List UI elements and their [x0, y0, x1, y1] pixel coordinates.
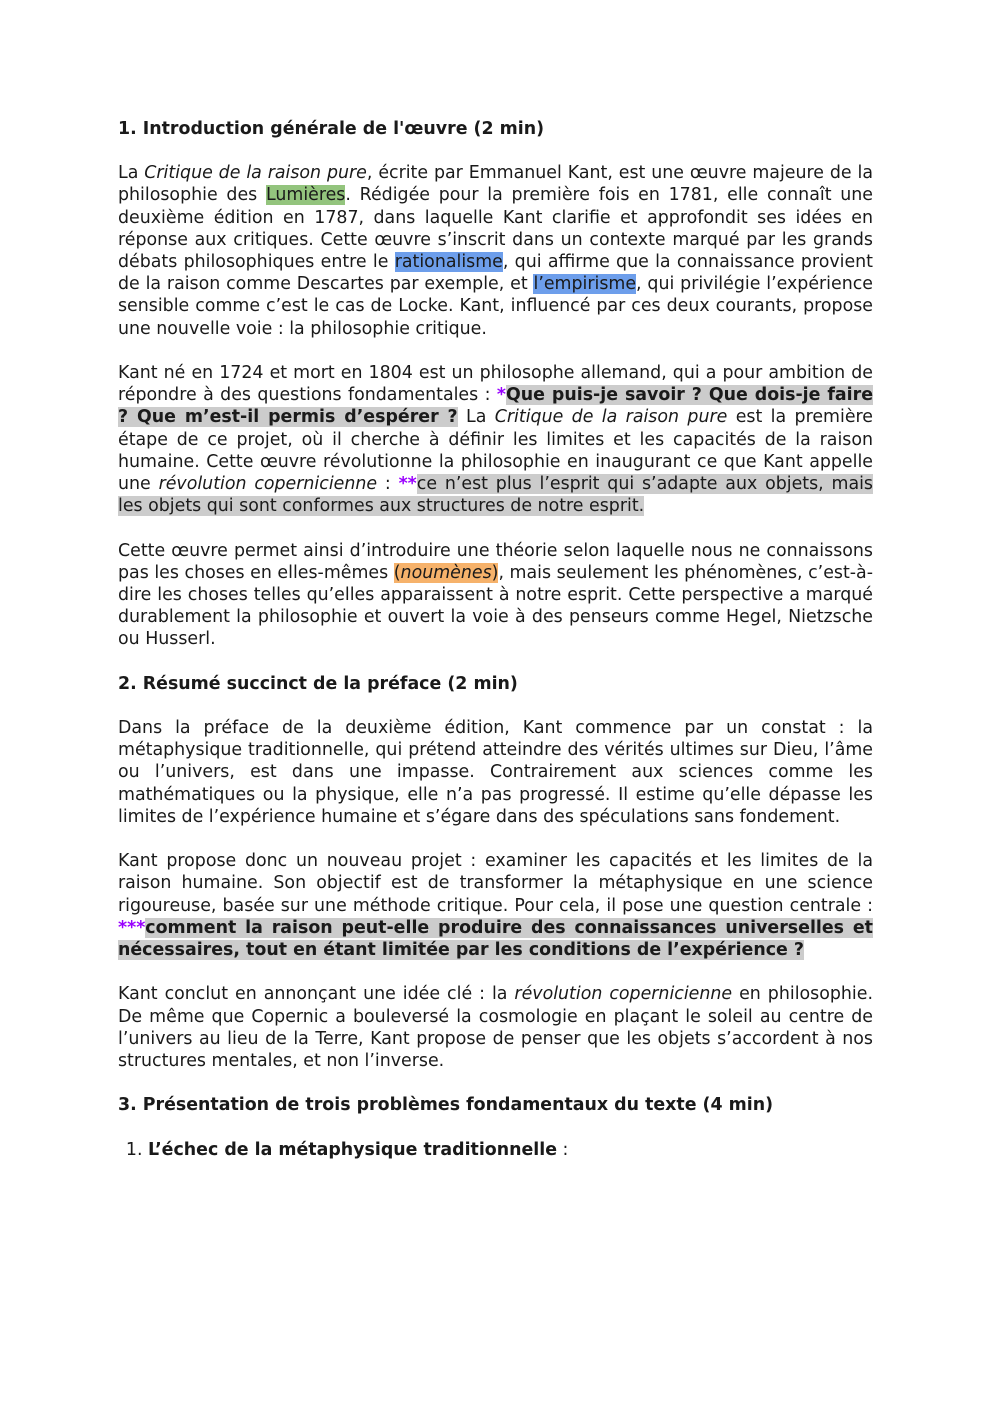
highlight-noumenes [394, 563, 499, 583]
book-title: Critique de la raison pure [144, 163, 367, 184]
list-item [148, 1139, 873, 1161]
text-run: en philosophie. De même que Copernic a bouleversé la cosmologie en plaçant le soleil au centre de l’univers au lieu de la Terre, Kant propose de penser que les objets s’accordent à nos structures mentales, et non l’inverse. [118, 984, 873, 1072]
text-run: est la première étape de ce projet, où il cherche à définir les limites et les capacités de la raison humaine. Cette œuvre révolutionne la philosophie en inaugurant ce que Kant appelle une [118, 407, 873, 495]
revolution-copernicienne: révolution copernicienne [514, 984, 733, 1005]
text-run: Kant propose donc un nouveau projet : examiner les capacités et les limites de la raison humaine. Son objectif est de transformer la métaphysique en une science rigoureuse, basée sur une méthode critique. Pour cela, il pose une question centrale : [118, 851, 873, 916]
problems-list [118, 1139, 873, 1161]
section-2-paragraph-2 [118, 850, 873, 961]
text-run: . Rédigée pour la première fois en 1781, elle connaît une deuxième édition en 1787, dans laquelle Kant clarifie et approfondit ses idées en réponse aux critiques. Cette œuvre s’inscrit dans un contexte marqué par les grands débats philosophiques entre le [118, 185, 874, 273]
text-run: Kant né en 1724 et mort en 1804 est un philosophe allemand, qui a pour ambition de répondre à des questions fondamentales : [118, 363, 873, 406]
text-run: , qui affirme que la connaissance provient de la raison comme Descartes par exemple, et [118, 252, 873, 295]
book-title: Critique de la raison pure [494, 407, 728, 428]
text-run: Cette œuvre permet ainsi d’introduire une théorie selon laquelle nous ne connaissons pas les choses en elles-mêmes [118, 540, 873, 583]
highlight-rationalisme: rationalisme [394, 252, 503, 273]
section-1-paragraph-3 [118, 540, 873, 651]
section-2-heading: 2. Résumé succinct de la préface (2 min) [118, 673, 518, 694]
paren-open: ( [393, 562, 401, 583]
text-run: , mais seulement les phénomènes, c’est-à-dire les choses telles qu’elles apparaissent à notre esprit. Cette perspective a marqué durablement la philosophie et ouvert la voie à des penseurs comme Hegel, Nietzsche ou Husserl. [118, 562, 873, 650]
text-run: : [377, 474, 399, 495]
section-2-paragraph-1: Dans la préface de la deuxième édition, Kant commence par un constat : la métaphysique traditionnelle, qui prétend atteindre des vérités ultimes sur Dieu, l’âme ou l’univers, est dans une impasse. Contrairement aux sciences comme les mathématiques ou la physique, elle n’a pas progressé. Il estime qu’elle dépasse les limites de l’expérience humaine et s’égare dans des spéculations sans fondement. [118, 718, 873, 827]
list-item-label: L’échec de la métaphysique traditionnelle [148, 1139, 558, 1160]
text-run: , écrite par Emmanuel Kant, est une œuvre majeure de la philosophie des [118, 163, 873, 206]
highlight-quote: ce n’est plus l’esprit qui s’adapte aux objets, mais les objets qui sont conformes aux structures de notre esprit. [118, 474, 873, 517]
revolution-copernicienne: révolution copernicienne [158, 474, 378, 495]
highlight-empirisme: l’empirisme [533, 274, 637, 295]
section-1-paragraph-1 [118, 162, 873, 340]
highlight-lumieres: Lumières [265, 185, 346, 206]
section-1-heading: 1. Introduction générale de l'œuvre (2 min) [118, 119, 545, 139]
section-2-paragraph-3 [118, 983, 873, 1072]
text-run: La [457, 407, 495, 428]
star-marker: ** [398, 474, 417, 495]
text-run: Kant conclut en annonçant une idée clé : la [118, 984, 515, 1005]
text-run: , qui privilégie l’expérience sensible comme c’est le cas de Locke. Kant, influencé par ces deux courants, propose une nouvelle voie : la philosophie critique. [118, 274, 873, 339]
document-body [118, 118, 873, 1161]
highlight-questions: Que puis-je savoir ? Que dois-je faire ? Que m’est-il permis d’espérer ? [118, 385, 873, 428]
section-1-paragraph-2 [118, 362, 873, 517]
star-marker: *** [118, 917, 146, 938]
highlight-central-question: comment la raison peut-elle produire des connaissances universelles et nécessaires, tout en étant limitée par les conditions de l’expérience ? [118, 917, 873, 961]
star-marker: * [496, 385, 506, 406]
list-item-suffix: : [557, 1139, 569, 1160]
text-run: La [118, 163, 145, 184]
paren-close: ) [491, 562, 499, 583]
section-3-heading: 3. Présentation de trois problèmes fondamentaux du texte (4 min) [118, 1095, 774, 1116]
noumenes-term: noumènes [400, 562, 492, 583]
